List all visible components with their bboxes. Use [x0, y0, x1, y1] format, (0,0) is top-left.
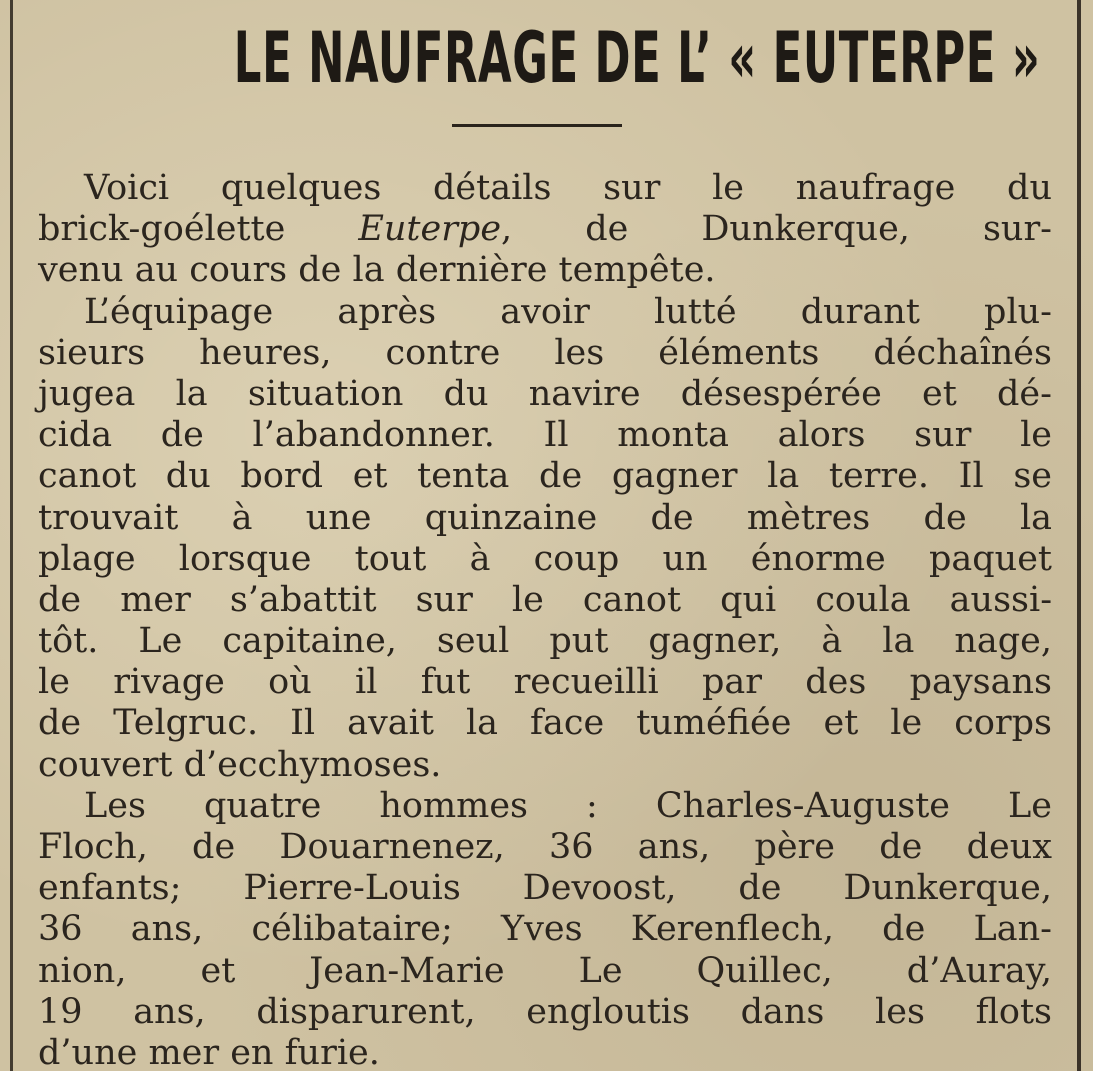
article-line: sieurs heures, contre les éléments déchaînés	[38, 332, 1052, 373]
article-line: brick-goélette Euterpe, de Dunkerque, sur-	[38, 209, 1053, 250]
article-line: Voici quelques détails sur le naufrage du	[84, 168, 1052, 208]
article-line: L’équipage après avoir lutté durant plu-	[84, 291, 1053, 332]
article-body	[38, 168, 1052, 1071]
article-line: canot du bord et tenta de gagner la terre. Il se	[38, 456, 1053, 497]
article-line: de mer s’abattit sur le canot qui coula aussi-	[38, 579, 1053, 620]
article-line: couvert d’ecchymoses.	[38, 744, 442, 785]
column-rule-right	[1077, 0, 1081, 1071]
article-line: tôt. Le capitaine, seul put gagner, à la nage,	[38, 621, 1053, 662]
article-line: d’une mer en furie.	[38, 1032, 380, 1071]
article-line: venu au cours de la dernière tempête.	[38, 250, 716, 291]
article-line: Les quatre hommes : Charles-Auguste Le	[84, 785, 1052, 826]
article-line: cida de l’abandonner. Il monta alors sur le	[38, 415, 1052, 456]
column-rule-left	[10, 0, 13, 1071]
article-line: 36 ans, célibataire; Yves Kerenflech, de Lan-	[38, 909, 1052, 950]
ship-name: Euterpe	[358, 209, 502, 250]
article-line: le rivage où il fut recueilli par des paysans	[38, 662, 1052, 703]
article-line: de Telgruc. Il avait la face tuméfiée et le corps	[38, 703, 1053, 744]
headline-rule	[452, 124, 622, 127]
article-line: nion, et Jean-Marie Le Quillec, d’Auray,	[38, 950, 1053, 991]
article-line: Floch, de Douarnenez, 36 ans, père de deux	[38, 827, 1052, 867]
article-line: 19 ans, disparurent, engloutis dans les flots	[38, 991, 1053, 1032]
article-line: jugea la situation du navire désespérée et dé-	[38, 373, 1052, 414]
headline: LE NAUFRAGE DE L’ « EUTERPE »	[233, 17, 1041, 99]
article-line: trouvait à une quinzaine de mètres de la	[38, 497, 1053, 538]
article-line: plage lorsque tout à coup un énorme paquet	[38, 538, 1052, 579]
article-line: enfants; Pierre-Louis Devoost, de Dunkerque,	[38, 868, 1052, 909]
